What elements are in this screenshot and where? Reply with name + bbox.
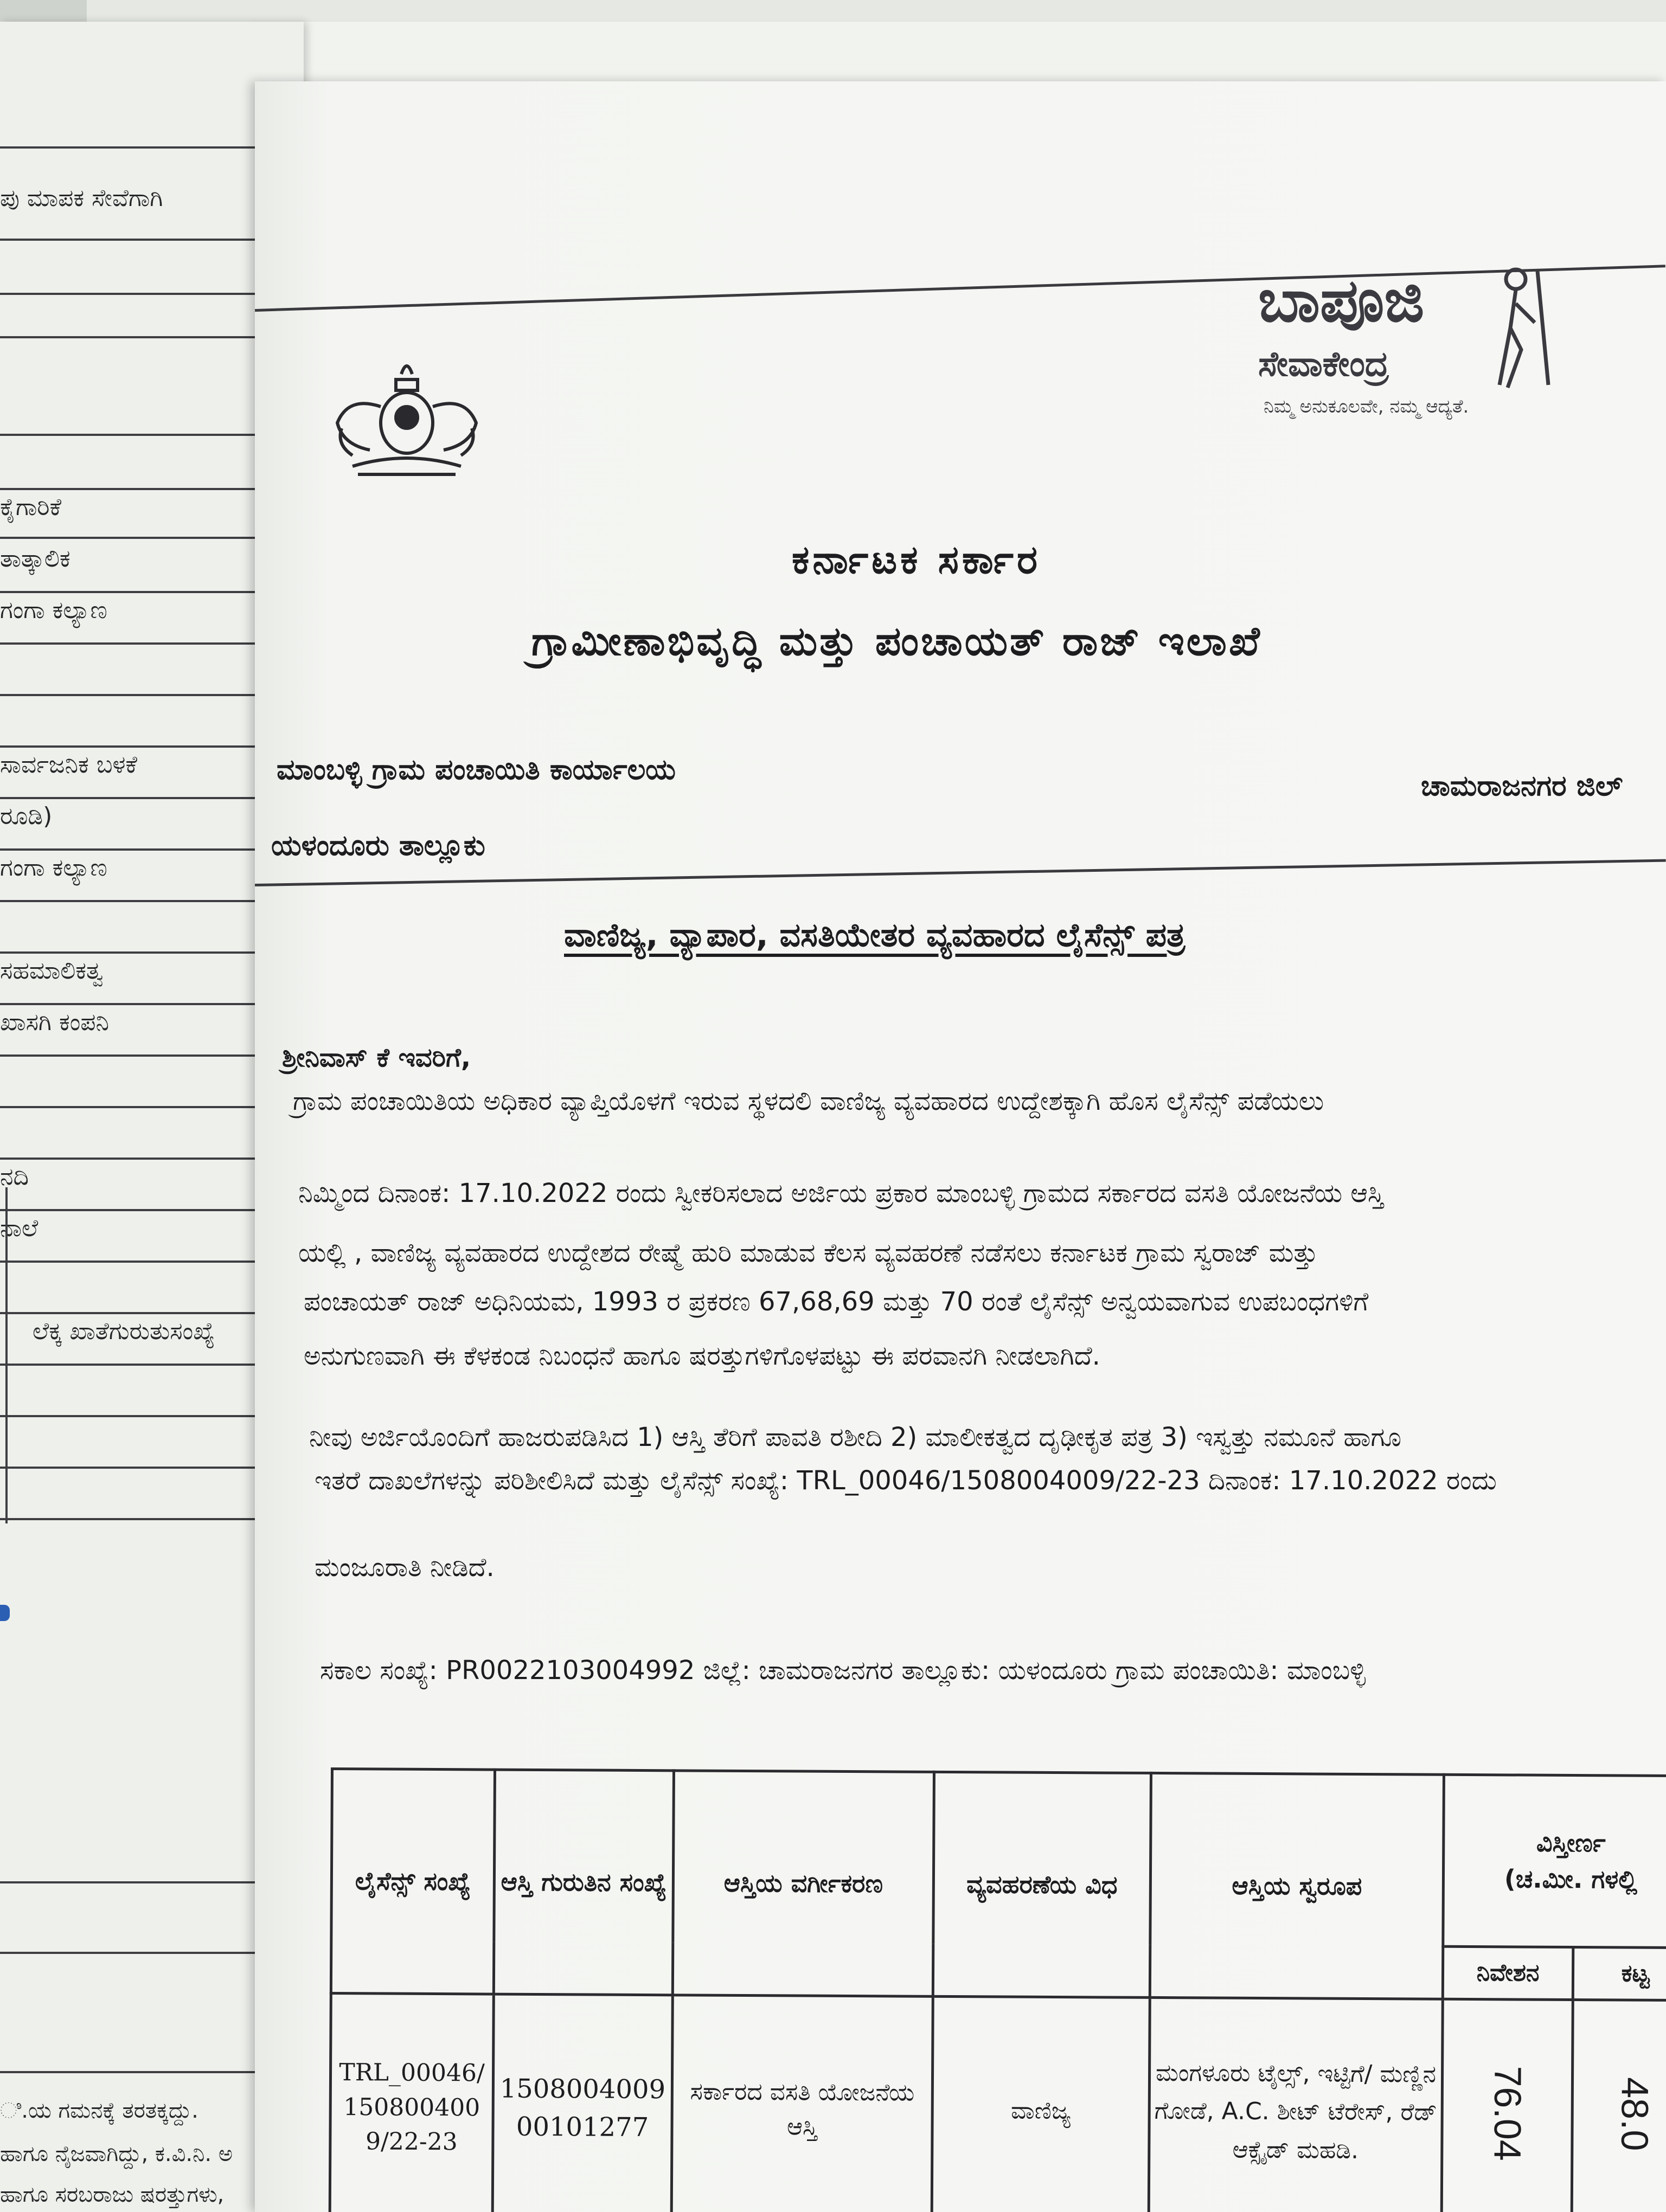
- header-license-no: ಲೈಸೆನ್ಸ್ ಸಂಖ್ಯೆ: [331, 1769, 495, 1995]
- cell-property-nature: ಮಂಗಳೂರು ಟೈಲ್ಸ್, ಇಟ್ಟಿಗೆ/ ಮಣ್ಣಿನ ಗೋಡೆ, A.C. ಶೀಟ್ ಟೆರೇಸ್, ರೆಡ್ ಆಕ್ಸೈಡ್ ಮಹಡಿ.: [1149, 1997, 1443, 2212]
- para1-line: ಪಂಚಾಯತ್ ರಾಜ್ ಅಧಿನಿಯಮ, 1993 ರ ಪ್ರಕರಣ 67,68,69 ಮತ್ತು 70 ರಂತೆ ಲೈಸೆನ್ಸ್ ಅನ್ವಯವಾಗುವ ಉಪಬಂಧಗಳಿಗೆ: [304, 1287, 1369, 1317]
- header-bottom-rule: [255, 859, 1666, 886]
- logo-title: ಬಾಪೂಜಿ: [1258, 266, 1425, 335]
- register-label: ರೂಡಿ): [0, 802, 53, 830]
- header-area-unit: (ಚ.ಮೀ. ಗಳಲ್ಲಿ: [1504, 1864, 1638, 1894]
- register-note: ಹಾಗೂ ಸರಬರಾಜು ಷರತ್ತುಗಳು,: [0, 2182, 225, 2207]
- building-area-value: 48.0: [1613, 2076, 1657, 2151]
- register-label: ಲೆಕ್ಕ ಖಾತೆಗುರುತುಸಂಖ್ಯೆ: [33, 1317, 215, 1345]
- cell-site-area: [1441, 1999, 1573, 2212]
- register-label: ನದಿ: [0, 1163, 29, 1191]
- register-note: ಿ.ಯ ಗಮನಕ್ಕೆ ತರತಕ್ಕದ್ದು.: [0, 2098, 198, 2123]
- register-note: ಹಾಗೂ ನೈಜವಾಗಿದ್ದು, ಕ.ವಿ.ನಿ. ಅ: [0, 2142, 233, 2166]
- para1-line: ಗ್ರಾಮ ಪಂಚಾಯಿತಿಯ ಅಧಿಕಾರ ವ್ಯಾಪ್ತಿಯೊಳಗೆ ಇರುವ ಸ್ಥಳದಲಿ ವಾಣಿಜ್ಯ ವ್ಯವಹಾರದ ಉದ್ದೇಶಕ್ಕಾಗಿ ಹೊಸ ಲೈಸೆನ್ಸ್ ಪಡೆಯಲು: [293, 1086, 1324, 1116]
- header-classification: ಆಸ್ತಿಯ ವರ್ಗೀಕರಣ: [672, 1771, 934, 1997]
- register-label: ಸಾರ್ವಜನಿಕ ಬಳಕೆ: [0, 751, 137, 779]
- sakala-details: ಸಕಾಲ ಸಂಖ್ಯೆ: PR0022103004992 ಜಿಲ್ಲೆ: ಚಾಮರಾಜನಗರ ತಾಲ್ಲೂಕು: ಯಳಂದೂರು ಗ್ರಾಮ ಪಂಚಾಯಿತಿ: ಮಾಂಬಳ್ಳಿ: [320, 1655, 1366, 1686]
- cell-license-no: TRL_00046/1508004009/22-23: [330, 1994, 494, 2212]
- gandhi-figure-icon: [1486, 266, 1556, 390]
- cell-property-id: 150800400900101277: [492, 1994, 672, 2212]
- register-label: ಗಂಗಾ ಕಲ್ಯಾಣ: [0, 596, 107, 624]
- certificate-title: ವಾಣಿಜ್ಯ, ವ್ಯಾಪಾರ, ವಸತಿಯೇತರ ವ್ಯವಹಾರದ ಲೈಸೆನ್ಸ್ ಪತ್ರ: [564, 916, 1186, 954]
- cell-trade-type: ವಾಣಿಜ್ಯ: [932, 1996, 1150, 2212]
- para2-line: ಇತರೆ ದಾಖಲೆಗಳನ್ನು ಪರಿಶೀಲಿಸಿದೆ ಮತ್ತು ಲೈಸೆನ್ಸ್ ಸಂಖ್ಯೆ: TRL_00046/1508004009/22-23 ದಿನಾಂಕ: 17.10.2022 ರಂದು: [315, 1465, 1497, 1496]
- header-building: ಕಟ್ಟ: [1573, 1947, 1666, 2000]
- department-title: ಗ್ರಾಮೀಣಾಭಿವೃದ್ಧಿ ಮತ್ತು ಪಂಚಾಯತ್ ರಾಜ್ ಇಲಾಖೆ: [531, 618, 1262, 665]
- register-label: ಖಾಸಗಿ ಕಂಪನಿ: [0, 1008, 109, 1036]
- para1-line: ನಿಮ್ಮಿಂದ ದಿನಾಂಕ: 17.10.2022 ರಂದು ಸ್ವೀಕರಿಸಲಾದ ಅರ್ಜಿಯ ಪ್ರಕಾರ ಮಾಂಬಳ್ಳಿ ಗ್ರಾಮದ ಸರ್ಕಾರದ ವಸತಿ ಯೋಜನೆಯ ಆಸ್ತಿ: [298, 1178, 1384, 1208]
- header-site: ನಿವೇಶನ: [1443, 1946, 1573, 1999]
- table-row: [330, 1994, 1666, 2212]
- cell-classification: ಸರ್ಕಾರದ ವಸತಿ ಯೋಜನೆಯ ಆಸ್ತಿ: [671, 1995, 933, 2212]
- para1-line: ಅನುಗುಣವಾಗಿ ಈ ಕೆಳಕಂಡ ನಿಬಂಧನೆ ಹಾಗೂ ಷರತ್ತುಗಳಿಗೊಳಪಟ್ಟು ಈ ಪರವಾನಗಿ ನೀಡಲಾಗಿದೆ.: [304, 1341, 1100, 1371]
- header-property-nature: ಆಸ್ತಿಯ ಸ್ವರೂಪ: [1150, 1773, 1444, 1999]
- logo-tagline: ನಿಮ್ಮ ಅನುಕೂಲವೇ, ನಮ್ಮ ಆದ್ಯತೆ.: [1264, 396, 1469, 417]
- register-label: ಸಹಮಾಲಿಕತ್ವ: [0, 957, 104, 985]
- register-label: ತಾತ್ಕಾಲಿಕ: [0, 545, 71, 573]
- para2-line: ನೀವು ಅರ್ಜಿಯೊಂದಿಗೆ ಹಾಜರುಪಡಿಸಿದ 1) ಆಸ್ತಿ ತೆರಿಗೆ ಪಾವತಿ ರಶೀದಿ 2) ಮಾಲೀಕತ್ವದ ದೃಢೀಕೃತ ಪತ್ರ 3) ಇಸ್ವತ್ತು ನಮೂನೆ ಹಾಗೂ: [309, 1422, 1402, 1452]
- register-label: ಕೈಗಾರಿಕೆ: [0, 493, 62, 521]
- blue-marker: [0, 1605, 10, 1621]
- header-area: [1443, 1774, 1666, 1947]
- ruled-line: [5, 1187, 8, 1523]
- register-label: ಪು ಮಾಪಕ ಸೇವೆಗಾಗಿ: [0, 184, 163, 212]
- para2-line: ಮಂಜೂರಾತಿ ನೀಡಿದೆ.: [315, 1552, 495, 1583]
- header-trade-type: ವ್ಯವಹರಣೆಯ ವಿಧ: [933, 1772, 1151, 1997]
- cell-building-area: [1572, 1999, 1666, 2212]
- salutation: ಶ್ರೀನಿವಾಸ್ ಕೆ ಇವರಿಗೆ,: [282, 1043, 471, 1073]
- license-certificate-page: [255, 81, 1666, 2212]
- header-property-id: ಆಸ್ತಿ ಗುರುತಿನ ಸಂಖ್ಯೆ: [494, 1770, 674, 1995]
- site-area-value: 76.04: [1486, 2066, 1529, 2161]
- register-label: ನಾಲೆ: [0, 1214, 39, 1242]
- karnataka-emblem-icon: [320, 342, 494, 483]
- license-details-table: [329, 1767, 1666, 2212]
- bapuji-seva-kendra-logo: [1258, 266, 1562, 439]
- register-label: ಗಂಗಾ ಕಲ್ಯಾಣ: [0, 854, 107, 882]
- header-area-title: ವಿಸ್ತೀರ್ಣ: [1536, 1828, 1606, 1858]
- district-name: ಚಾಮರಾಜನಗರ ಜಿಲ್: [1421, 770, 1623, 802]
- taluk-name: ಯಳಂದೂರು ತಾಲ್ಲೂಕು: [271, 829, 485, 862]
- logo-subtitle: ಸೇವಾಕೇಂದ್ರ: [1258, 344, 1389, 384]
- government-title: ಕರ್ನಾಟಕ ಸರ್ಕಾರ: [792, 537, 1041, 582]
- para1-line: ಯಲ್ಲಿ , ವಾಣಿಜ್ಯ ವ್ಯವಹಾರದ ಉದ್ದೇಶದ ರೇಷ್ಮೆ ಹುರಿ ಮಾಡುವ ಕೆಲಸ ವ್ಯವಹರಣೆ ನಡೆಸಲು ಕರ್ನಾಟಕ ಗ್ರಾಮ ಸ್ವರಾಜ್ ಮತ್ತು: [298, 1238, 1318, 1268]
- panchayat-office: ಮಾಂಬಳ್ಳಿ ಗ್ರಾಮ ಪಂಚಾಯಿತಿ ಕಾರ್ಯಾಲಯ: [277, 754, 676, 786]
